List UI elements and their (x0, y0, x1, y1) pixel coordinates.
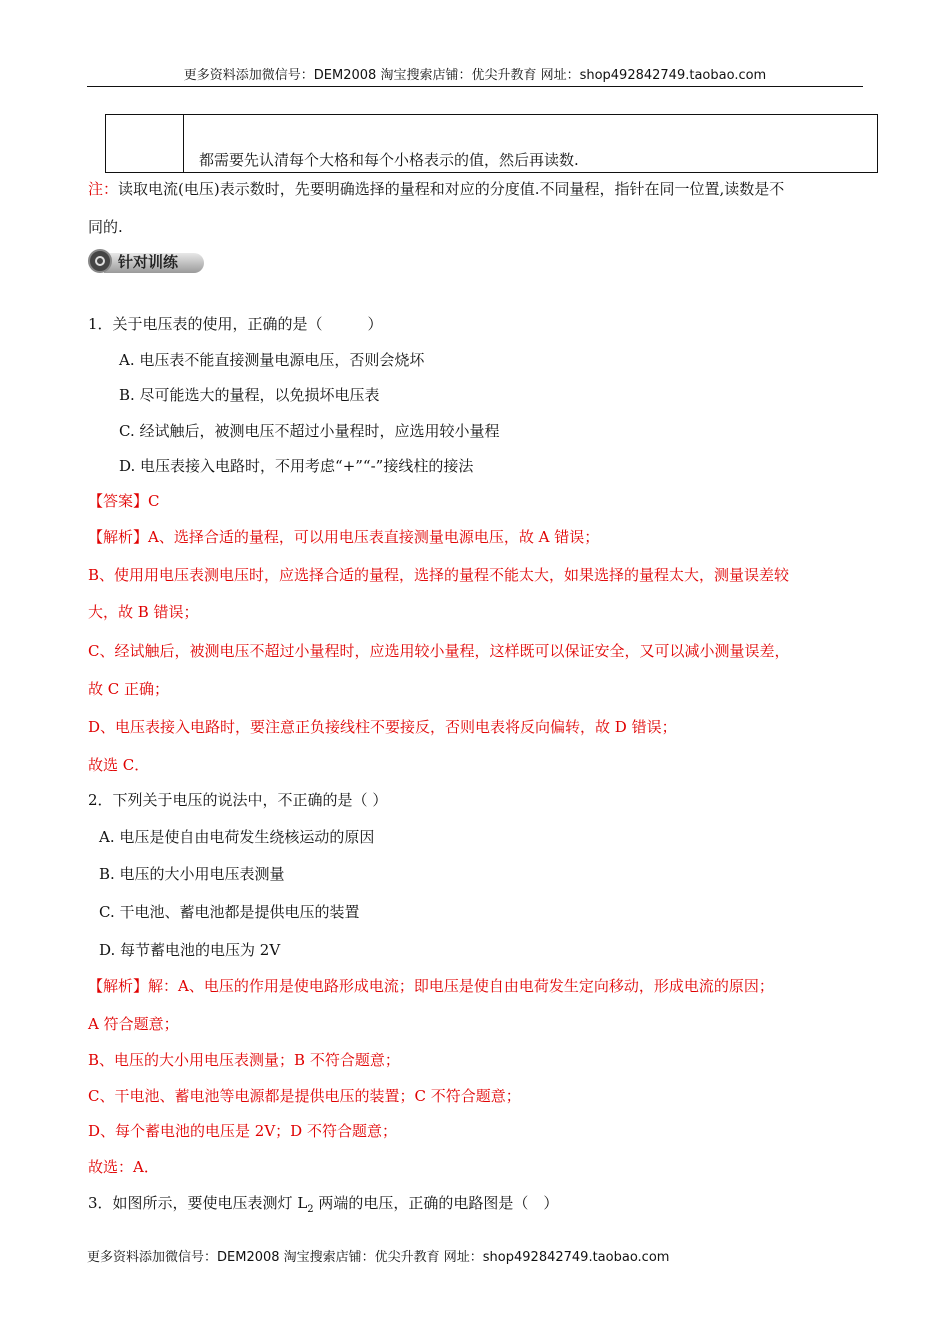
q3-stem-pre: 3．如图所示，要使电压表测灯 L (88, 1194, 308, 1212)
q1-analysis-7: 故选 C． (88, 756, 150, 774)
q3-stem-sub: 2 (307, 1204, 314, 1215)
table-cell-text: 都需要先认清每个大格和每个小格表示的值，然后再读数. (199, 151, 579, 169)
q1-analysis-6: D、电压表接入电路时，要注意正负接线柱不要接反，否则电表将反向偏转，故 D 错误； (88, 718, 677, 736)
q2-option-d: D. 每节蓄电池的电压为 2V (99, 941, 281, 959)
info-table (105, 114, 878, 173)
q1-option-c: C. 经试触后，被测电压不超过小量程时，应选用较小量程 (119, 422, 500, 440)
table-cell-empty (106, 115, 184, 172)
q1-analysis-1: 【解析】A、选择合适的量程，可以用电压表直接测量电源电压，故 A 错误； (88, 528, 600, 546)
q2-analysis-3: B、电压的大小用电压表测量；B 不符合题意； (88, 1051, 400, 1069)
q2-option-b: B. 电压的大小用电压表测量 (99, 865, 285, 883)
page-footer: 更多资料添加微信号：DEM2008 淘宝搜索店铺：优尖升教育 网址：shop492842749.taobao.com (87, 1250, 670, 1265)
q1-analysis-3: 大，故 B 错误； (88, 603, 199, 621)
q1-option-b: B. 尽可能选大的量程，以免损坏电压表 (119, 386, 380, 404)
q1-answer: 【答案】C (88, 492, 160, 510)
page-header: 更多资料添加微信号：DEM2008 淘宝搜索店铺：优尖升教育 网址：shop492842749.taobao.com (87, 66, 863, 87)
q1-analysis-4: C、经试触后，被测电压不超过小量程时，应选用较小量程，这样既可以保证安全，又可以减小测量误差， (88, 642, 790, 660)
q3-stem-post: 两端的电压，正确的电路图是（ ） (313, 1194, 559, 1212)
q2-analysis-2: A 符合题意； (88, 1015, 179, 1033)
section-badge (88, 249, 204, 274)
q2-option-c: C. 干电池、蓄电池都是提供电压的装置 (99, 903, 360, 921)
q2-analysis-1: 【解析】解：A、电压的作用是使电路形成电流；即电压是使自由电荷发生定向移动，形成电流的原因； (88, 977, 774, 995)
note-line-2: 同的. (88, 218, 123, 236)
q1-analysis-2: B、使用用电压表测电压时，应选择合适的量程，选择的量程不能太大，如果选择的量程太大，测量误差较 (88, 566, 790, 584)
section-title: 针对训练 (118, 253, 179, 271)
q3-stem (88, 1193, 558, 1220)
q2-analysis-5: D、每个蓄电池的电压是 2V；D 不符合题意； (88, 1122, 397, 1140)
note-line-1 (88, 179, 784, 199)
q1-analysis-5: 故 C 正确； (88, 680, 170, 698)
q2-analysis-4: C、干电池、蓄电池等电源都是提供电压的装置；C 不符合题意； (88, 1087, 521, 1105)
q2-option-a: A. 电压是使自由电荷发生绕核运动的原因 (99, 828, 375, 846)
q2-stem: 2．下列关于电压的说法中，不正确的是（ ） (88, 791, 388, 809)
q2-analysis-6: 故选：A． (88, 1158, 159, 1176)
q1-option-a: A. 电压表不能直接测量电源电压，否则会烧坏 (119, 351, 425, 369)
note-text-1: 读取电流(电压)表示数时，先要明确选择的量程和对应的分度值.不同量程，指针在同一位置,读数是不 (118, 180, 785, 198)
note-label: 注： (88, 180, 119, 198)
q1-stem: 1．关于电压表的使用，正确的是（ ） (88, 315, 383, 333)
target-icon (88, 249, 112, 273)
q1-option-d: D. 电压表接入电路时，不用考虑“+”“-”接线柱的接法 (119, 457, 474, 475)
